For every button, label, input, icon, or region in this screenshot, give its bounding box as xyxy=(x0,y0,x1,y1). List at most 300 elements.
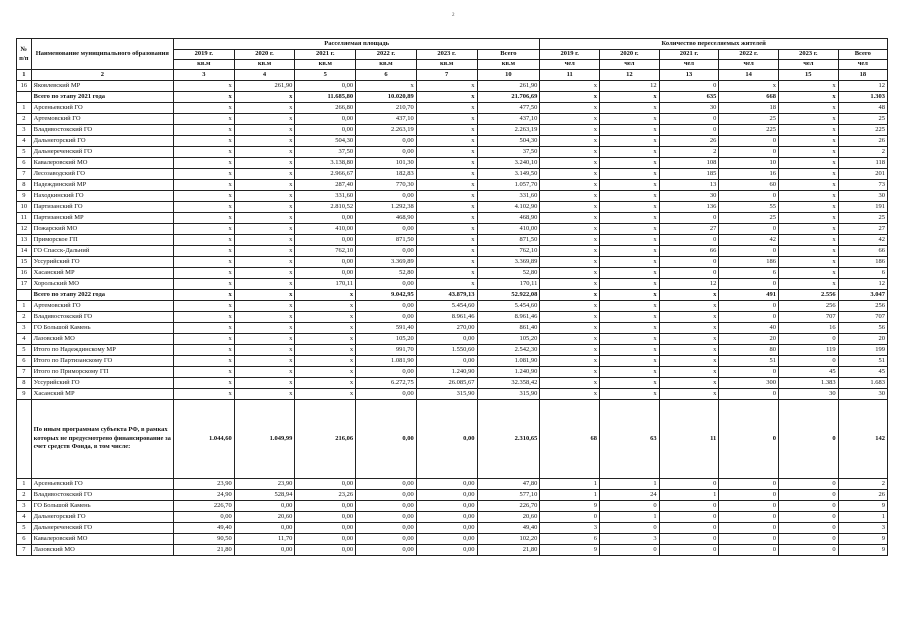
people-value: 186 xyxy=(719,257,779,268)
people-value: x xyxy=(659,334,719,345)
area-value: x xyxy=(173,312,234,323)
people-value: 108 xyxy=(659,158,719,169)
people-value: x xyxy=(540,158,600,169)
people-value: 0 xyxy=(659,512,719,523)
area-value: x xyxy=(416,213,477,224)
row-number xyxy=(17,290,32,301)
header-year: 2021 г. xyxy=(295,50,356,60)
people-value: x xyxy=(778,169,838,180)
people-value: x xyxy=(778,246,838,257)
people-value: 201 xyxy=(838,169,887,180)
people-value: 0 xyxy=(719,301,779,312)
table-row xyxy=(17,114,888,125)
people-value: x xyxy=(600,345,660,356)
people-value: 30 xyxy=(778,389,838,400)
people-value: 0 xyxy=(778,545,838,556)
area-value: 871,50 xyxy=(356,235,417,246)
table-row xyxy=(17,323,888,334)
municipality-name: Лазовский МО xyxy=(31,334,173,345)
people-value: 16 xyxy=(778,323,838,334)
table-row xyxy=(17,545,888,556)
people-value: x xyxy=(778,279,838,290)
table-row xyxy=(17,235,888,246)
row-number: 16 xyxy=(17,268,32,279)
area-value: 0,00 xyxy=(416,356,477,367)
people-value: 0 xyxy=(778,490,838,501)
column-number: 11 xyxy=(540,70,600,81)
header-unit: чел xyxy=(719,60,779,70)
area-value: 0,00 xyxy=(416,334,477,345)
area-value: 0,00 xyxy=(416,490,477,501)
people-value: x xyxy=(540,257,600,268)
header-unit: кв.м xyxy=(234,60,295,70)
people-value: x xyxy=(540,224,600,235)
area-value: 11.685,80 xyxy=(295,92,356,103)
area-value: x xyxy=(234,356,295,367)
municipality-name: Приморское ГП xyxy=(31,235,173,246)
area-value: x xyxy=(173,378,234,389)
people-value: x xyxy=(659,378,719,389)
area-value: x xyxy=(173,202,234,213)
area-value: x xyxy=(234,191,295,202)
area-value: 102,20 xyxy=(477,534,540,545)
area-value: x xyxy=(173,191,234,202)
table-row xyxy=(17,202,888,213)
table-row xyxy=(17,125,888,136)
people-value: x xyxy=(659,290,719,301)
area-value: 226,70 xyxy=(477,501,540,512)
area-value: 21,80 xyxy=(173,545,234,556)
people-value: 0 xyxy=(659,479,719,490)
table-row xyxy=(17,312,888,323)
municipality-name: Уссурийский ГО xyxy=(31,257,173,268)
people-value: x xyxy=(719,81,779,92)
header-year: 2020 г. xyxy=(600,50,660,60)
area-value: 2.310,65 xyxy=(477,400,540,479)
people-value: 707 xyxy=(838,312,887,323)
row-number: 8 xyxy=(17,378,32,389)
people-value: 0 xyxy=(719,490,779,501)
people-value: 0 xyxy=(719,389,779,400)
table-row xyxy=(17,523,888,534)
area-value: 0,00 xyxy=(295,523,356,534)
page-number: 2 xyxy=(452,13,455,18)
people-value: x xyxy=(540,81,600,92)
people-value: 0 xyxy=(778,512,838,523)
area-value: 0,00 xyxy=(416,501,477,512)
people-value: x xyxy=(778,213,838,224)
area-value: 477,50 xyxy=(477,103,540,114)
people-value: 40 xyxy=(719,323,779,334)
area-value: x xyxy=(234,202,295,213)
people-value: x xyxy=(778,147,838,158)
area-value: 5.454,60 xyxy=(477,301,540,312)
people-value: 1 xyxy=(540,479,600,490)
area-value: 0,00 xyxy=(173,512,234,523)
people-value: x xyxy=(600,290,660,301)
table-row xyxy=(17,246,888,257)
municipality-name: Кавалеровский МО xyxy=(31,158,173,169)
area-value: x xyxy=(416,268,477,279)
municipality-name: Владивостокский ГО xyxy=(31,490,173,501)
municipality-name: ГО Спасск-Дальний xyxy=(31,246,173,257)
area-value: 2.810,52 xyxy=(295,202,356,213)
area-value: 410,00 xyxy=(295,224,356,235)
people-value: x xyxy=(659,301,719,312)
area-value: 0,00 xyxy=(356,523,417,534)
header-unit: кв.м xyxy=(477,60,540,70)
people-value: 25 xyxy=(838,213,887,224)
area-value: x xyxy=(416,125,477,136)
area-value: 871,50 xyxy=(477,235,540,246)
people-value: x xyxy=(600,169,660,180)
area-value: x xyxy=(234,169,295,180)
area-value: 43.879,13 xyxy=(416,290,477,301)
people-value: x xyxy=(540,356,600,367)
table-row xyxy=(17,279,888,290)
area-value: x xyxy=(234,136,295,147)
area-value: x xyxy=(416,202,477,213)
table-row xyxy=(17,479,888,490)
people-value: 707 xyxy=(778,312,838,323)
area-value: 0,00 xyxy=(356,479,417,490)
people-value: x xyxy=(778,92,838,103)
people-value: 9 xyxy=(838,501,887,512)
row-number: 5 xyxy=(17,147,32,158)
area-value: 0,00 xyxy=(356,545,417,556)
area-value: 437,10 xyxy=(356,114,417,125)
area-value: x xyxy=(173,136,234,147)
column-number: 2 xyxy=(31,70,173,81)
table-row xyxy=(17,213,888,224)
area-value: 270,00 xyxy=(416,323,477,334)
people-value: x xyxy=(540,301,600,312)
area-value: 0,00 xyxy=(295,125,356,136)
area-value: 210,70 xyxy=(356,103,417,114)
area-value: 770,30 xyxy=(356,180,417,191)
area-value: 2.966,67 xyxy=(295,169,356,180)
area-value: 331,60 xyxy=(477,191,540,202)
people-value: x xyxy=(659,312,719,323)
row-number: 12 xyxy=(17,224,32,235)
total-row xyxy=(17,92,888,103)
people-value: x xyxy=(778,180,838,191)
area-value: 504,30 xyxy=(477,136,540,147)
area-value: x xyxy=(173,147,234,158)
area-value: 0,00 xyxy=(416,545,477,556)
people-value: 48 xyxy=(838,103,887,114)
people-value: 18 xyxy=(719,103,779,114)
municipality-name: Итого по Приморскому ГП xyxy=(31,367,173,378)
people-value: 0 xyxy=(600,545,660,556)
municipality-name: Надеждинский МР xyxy=(31,180,173,191)
area-value: 37,50 xyxy=(477,147,540,158)
table-row xyxy=(17,345,888,356)
people-value: 0 xyxy=(659,501,719,512)
people-value: 3 xyxy=(600,534,660,545)
people-value: x xyxy=(540,125,600,136)
people-value: 1.303 xyxy=(838,92,887,103)
area-value: 20,60 xyxy=(477,512,540,523)
people-value: x xyxy=(600,136,660,147)
people-value: x xyxy=(600,246,660,257)
people-value: 0 xyxy=(778,334,838,345)
people-value: x xyxy=(600,180,660,191)
area-value: 37,50 xyxy=(295,147,356,158)
row-number: 15 xyxy=(17,257,32,268)
people-value: 60 xyxy=(719,180,779,191)
people-value: x xyxy=(600,125,660,136)
people-value: 256 xyxy=(838,301,887,312)
area-value: 762,10 xyxy=(295,246,356,257)
row-number xyxy=(17,92,32,103)
area-value: 0,00 xyxy=(416,479,477,490)
area-value: 315,90 xyxy=(477,389,540,400)
area-value: 1.240,90 xyxy=(416,367,477,378)
area-value: x xyxy=(416,257,477,268)
area-value: x xyxy=(173,235,234,246)
row-number: 11 xyxy=(17,213,32,224)
row-number: 4 xyxy=(17,136,32,147)
people-value: 191 xyxy=(838,202,887,213)
area-value: x xyxy=(295,345,356,356)
area-value: 0,00 xyxy=(295,512,356,523)
area-value: 331,60 xyxy=(295,191,356,202)
people-value: 42 xyxy=(838,235,887,246)
area-value: x xyxy=(234,103,295,114)
area-value: x xyxy=(173,125,234,136)
people-value: x xyxy=(778,257,838,268)
people-value: 42 xyxy=(719,235,779,246)
people-value: 6 xyxy=(838,268,887,279)
column-number: 15 xyxy=(778,70,838,81)
people-value: 0 xyxy=(719,246,779,257)
area-value: x xyxy=(173,301,234,312)
municipality-name: Партизанский МР xyxy=(31,213,173,224)
people-value: x xyxy=(600,147,660,158)
people-value: x xyxy=(778,224,838,235)
people-value: x xyxy=(540,345,600,356)
area-value: 1.081,90 xyxy=(477,356,540,367)
people-value: 0 xyxy=(659,213,719,224)
people-value: 0 xyxy=(600,523,660,534)
people-value: x xyxy=(540,312,600,323)
area-value: 0,00 xyxy=(295,534,356,545)
row-number: 3 xyxy=(17,125,32,136)
area-value: x xyxy=(416,246,477,257)
people-value: 0 xyxy=(719,523,779,534)
area-value: x xyxy=(295,389,356,400)
area-value: 170,11 xyxy=(295,279,356,290)
people-value: 0 xyxy=(719,545,779,556)
table-body xyxy=(17,81,888,556)
people-value: 30 xyxy=(659,103,719,114)
row-number: 1 xyxy=(17,479,32,490)
people-value: 225 xyxy=(719,125,779,136)
area-value: 23,90 xyxy=(173,479,234,490)
municipality-name: Итого по Надеждинскому МР xyxy=(31,345,173,356)
people-value: 0 xyxy=(778,479,838,490)
area-value: 182,83 xyxy=(356,169,417,180)
table-row xyxy=(17,180,888,191)
people-value: 66 xyxy=(659,246,719,257)
area-value: 0,00 xyxy=(295,235,356,246)
column-number: 5 xyxy=(295,70,356,81)
area-value: 504,30 xyxy=(295,136,356,147)
area-value: x xyxy=(173,213,234,224)
people-value: x xyxy=(540,389,600,400)
area-value: 0,00 xyxy=(356,191,417,202)
row-number: 4 xyxy=(17,334,32,345)
area-value: 0,00 xyxy=(356,301,417,312)
column-number: 10 xyxy=(477,70,540,81)
people-value: x xyxy=(600,312,660,323)
area-value: 11,70 xyxy=(234,534,295,545)
people-value: x xyxy=(778,202,838,213)
people-value: x xyxy=(540,268,600,279)
table-row xyxy=(17,169,888,180)
people-value: 0 xyxy=(719,367,779,378)
header-unit: чел xyxy=(838,60,887,70)
area-value: 105,20 xyxy=(477,334,540,345)
row-number: 6 xyxy=(17,356,32,367)
header-unit: чел xyxy=(540,60,600,70)
area-value: 90,50 xyxy=(173,534,234,545)
people-value: 300 xyxy=(719,378,779,389)
header-year: 2022 г. xyxy=(719,50,779,60)
people-value: 9 xyxy=(838,545,887,556)
header-year: 2019 г. xyxy=(173,50,234,60)
area-value: 49,40 xyxy=(477,523,540,534)
people-value: 256 xyxy=(778,301,838,312)
area-value: x xyxy=(173,279,234,290)
area-value: x xyxy=(234,323,295,334)
municipality-name: Находкинский ГО xyxy=(31,191,173,202)
people-value: x xyxy=(600,279,660,290)
people-value: 0 xyxy=(659,125,719,136)
people-value: x xyxy=(540,213,600,224)
people-value: 0 xyxy=(778,534,838,545)
row-number: 9 xyxy=(17,389,32,400)
header-unit: чел xyxy=(600,60,660,70)
people-value: x xyxy=(778,191,838,202)
column-number: 7 xyxy=(416,70,477,81)
area-value: 437,10 xyxy=(477,114,540,125)
people-value: x xyxy=(659,389,719,400)
municipality-name: Партизанский ГО xyxy=(31,202,173,213)
people-value: 12 xyxy=(659,279,719,290)
header-people-group: Количество переселяемых жителей xyxy=(540,39,888,50)
area-value: 0,00 xyxy=(234,523,295,534)
area-value: x xyxy=(295,301,356,312)
area-value: x xyxy=(234,158,295,169)
area-value: 3.138,80 xyxy=(295,158,356,169)
area-value: x xyxy=(295,323,356,334)
area-value: 3.369,89 xyxy=(356,257,417,268)
people-value: 1 xyxy=(838,512,887,523)
area-value: x xyxy=(173,268,234,279)
people-value: 13 xyxy=(659,180,719,191)
people-value: 80 xyxy=(719,345,779,356)
area-value: 3.369,89 xyxy=(477,257,540,268)
people-value: 0 xyxy=(659,257,719,268)
people-value: x xyxy=(600,191,660,202)
people-value: 0 xyxy=(719,279,779,290)
area-value: x xyxy=(173,169,234,180)
people-value: 0 xyxy=(719,512,779,523)
people-value: 0 xyxy=(659,268,719,279)
area-value: 0,00 xyxy=(295,81,356,92)
area-value: x xyxy=(234,334,295,345)
area-value: 4.102,90 xyxy=(477,202,540,213)
row-number: 7 xyxy=(17,545,32,556)
header-year: 2020 г. xyxy=(234,50,295,60)
area-value: x xyxy=(295,367,356,378)
total-row xyxy=(17,400,888,479)
row-number: 16 xyxy=(17,81,32,92)
area-value: 762,10 xyxy=(477,246,540,257)
area-value: x xyxy=(416,136,477,147)
area-value: 1.044,60 xyxy=(173,400,234,479)
people-value: x xyxy=(540,103,600,114)
municipality-name: Итого по Партизанскому ГО xyxy=(31,356,173,367)
area-value: 6.272,75 xyxy=(356,378,417,389)
row-number: 6 xyxy=(17,158,32,169)
people-value: 0 xyxy=(719,534,779,545)
people-value: 66 xyxy=(838,246,887,257)
area-value: 0,00 xyxy=(356,490,417,501)
area-value: 1.240,90 xyxy=(477,367,540,378)
header-row-groups xyxy=(17,39,888,50)
area-value: x xyxy=(234,180,295,191)
table-row xyxy=(17,147,888,158)
row-number xyxy=(17,400,32,479)
area-value: 0,00 xyxy=(295,268,356,279)
area-value: 266,80 xyxy=(295,103,356,114)
municipality-name: Арсеньевский ГО xyxy=(31,479,173,490)
people-value: x xyxy=(600,213,660,224)
area-value: x xyxy=(234,290,295,301)
table-row xyxy=(17,257,888,268)
area-value: x xyxy=(173,180,234,191)
people-value: 0 xyxy=(778,400,838,479)
people-value: 3.047 xyxy=(838,290,887,301)
area-value: 0,00 xyxy=(295,257,356,268)
people-value: 45 xyxy=(838,367,887,378)
table-row xyxy=(17,534,888,545)
people-value: 2.556 xyxy=(778,290,838,301)
people-value: 1 xyxy=(540,490,600,501)
area-value: 0,00 xyxy=(295,114,356,125)
area-value: x xyxy=(173,246,234,257)
column-number: 13 xyxy=(659,70,719,81)
area-value: 21,80 xyxy=(477,545,540,556)
people-value: x xyxy=(778,268,838,279)
people-value: 27 xyxy=(659,224,719,235)
area-value: 1.292,38 xyxy=(356,202,417,213)
area-value: 0,00 xyxy=(234,501,295,512)
people-value: 9 xyxy=(540,545,600,556)
people-value: x xyxy=(540,378,600,389)
area-value: 0,00 xyxy=(356,279,417,290)
area-value: x xyxy=(234,301,295,312)
area-value: x xyxy=(295,378,356,389)
area-value: 21.706,69 xyxy=(477,92,540,103)
table-row xyxy=(17,512,888,523)
people-value: 0 xyxy=(719,136,779,147)
area-value: 591,40 xyxy=(356,323,417,334)
area-value: x xyxy=(173,389,234,400)
